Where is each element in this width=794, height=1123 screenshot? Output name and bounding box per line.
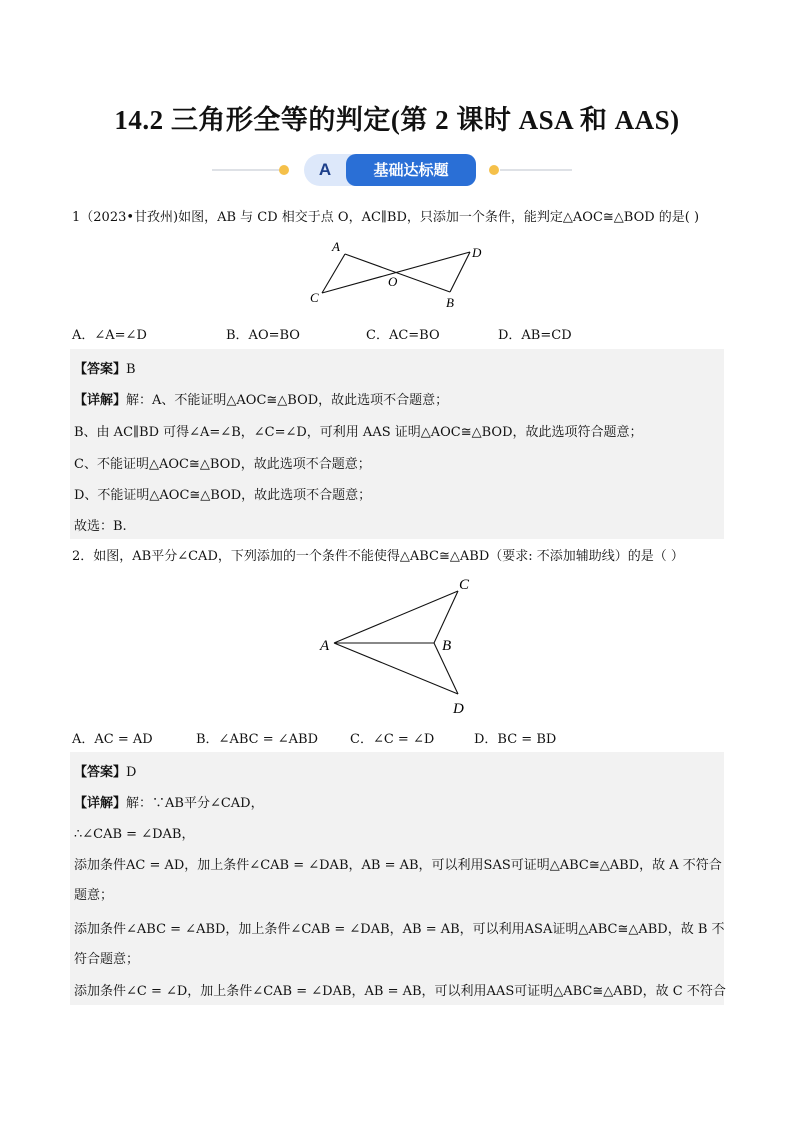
q2-answer-value: D bbox=[126, 765, 137, 780]
label-b: B bbox=[442, 638, 452, 654]
q1-option-a[interactable]: A．∠A=∠D bbox=[72, 328, 147, 343]
segment-bd bbox=[450, 252, 470, 292]
q2-answer-label: 【答案】 bbox=[74, 765, 127, 780]
q2-detail-row-2: ∴∠CAB = ∠DAB， bbox=[74, 827, 195, 842]
question-2-answer-box bbox=[70, 752, 724, 1005]
q1-detail-row-4: D、不能证明△AOC≅△BOD，故此选项不合题意； bbox=[74, 488, 372, 503]
q1-option-b[interactable]: B．AO=BO bbox=[226, 328, 300, 343]
label-o: O bbox=[388, 274, 398, 289]
q1-detail-row-1 bbox=[74, 389, 448, 408]
q1-option-c[interactable]: C．AC=BO bbox=[366, 328, 440, 343]
q2-detail-label: 【详解】 bbox=[74, 796, 127, 811]
q2-detail-text-1: 解：∵AB平分∠CAD， bbox=[126, 796, 264, 811]
label-c: C bbox=[459, 577, 470, 593]
q2-detail-row-6: 符合题意； bbox=[74, 952, 140, 967]
label-a: A bbox=[332, 239, 340, 254]
q1-answer-value: B bbox=[126, 362, 136, 377]
q2-option-a[interactable]: A．AC = AD bbox=[72, 732, 153, 747]
q1-detail-label: 【详解】 bbox=[74, 393, 127, 408]
question-1-figure bbox=[300, 236, 500, 312]
q2-detail-row-4: 题意； bbox=[74, 888, 114, 903]
q1-answer-label: 【答案】 bbox=[74, 362, 127, 377]
label-c: C bbox=[310, 290, 319, 305]
question-1-options bbox=[72, 324, 724, 344]
q2-option-b[interactable]: B．∠ABC = ∠ABD bbox=[196, 732, 318, 747]
q1-detail-row-3: C、不能证明△AOC≅△BOD，故此选项不合题意； bbox=[74, 457, 371, 472]
section-banner bbox=[0, 150, 794, 190]
label-d: D bbox=[453, 701, 464, 717]
question-1-answer-box bbox=[70, 349, 724, 539]
q2-detail-row-3: 添加条件AC = AD，加上条件∠CAB = ∠DAB，AB = AB，可以利用SAS可证明△ABC≅△ABD，故 A 不符合 bbox=[74, 858, 722, 873]
banner-dot-left bbox=[279, 165, 289, 175]
q1-detail-row-5: 故选：B. bbox=[74, 519, 127, 534]
q2-detail-row-7: 添加条件∠C = ∠D，加上条件∠CAB = ∠DAB，AB = AB，可以利用AAS可证明△ABC≅△ABD，故 C 不符合 bbox=[74, 984, 726, 999]
question-2-text: 2．如图，AB平分∠CAD，下列添加的一个条件不能使得△ABC≅△ABD（要求: 不添加辅助线）的是（ ） bbox=[72, 549, 684, 564]
question-1-text: 1（2023•甘孜州)如图，AB 与 CD 相交于点 O，AC∥BD，只添加一个条件，能判定△AOC≅△BOD 的是( ) bbox=[72, 210, 700, 225]
segment-ab bbox=[345, 254, 450, 292]
section-letter: A bbox=[318, 160, 332, 179]
q2-detail-row-1 bbox=[74, 792, 264, 811]
banner-dot-right bbox=[489, 165, 499, 175]
page-title: 14.2 三角形全等的判定(第 2 课时 ASA 和 AAS) bbox=[114, 105, 680, 135]
question-2-options bbox=[72, 728, 724, 748]
q1-answer-row bbox=[74, 358, 136, 377]
question-2-stem bbox=[72, 547, 724, 567]
label-d: D bbox=[472, 245, 482, 260]
q1-detail-text-1: 解：A、不能证明△AOC≅△BOD，故此选项不合题意； bbox=[126, 393, 449, 408]
segment-bc bbox=[434, 591, 458, 643]
q2-option-d[interactable]: D．BC = BD bbox=[474, 732, 557, 747]
q2-detail-row-5: 添加条件∠ABC = ∠ABD，加上条件∠CAB = ∠DAB，AB = AB，可以利用ASA证明△ABC≅△ABD，故 B 不 bbox=[74, 922, 725, 937]
section-label: 基础达标题 bbox=[373, 161, 449, 179]
question-2-figure bbox=[314, 572, 494, 720]
label-a: A bbox=[320, 638, 330, 654]
q1-detail-row-2: B、由 AC∥BD 可得∠A=∠B，∠C=∠D，可利用 AAS 证明△AOC≅△BOD，故此选项符合题意； bbox=[74, 425, 643, 440]
question-1-stem bbox=[72, 208, 724, 228]
q2-option-c[interactable]: C．∠C = ∠D bbox=[350, 732, 435, 747]
q1-option-d[interactable]: D．AB=CD bbox=[498, 328, 572, 343]
segment-ac bbox=[334, 591, 458, 643]
segment-ad bbox=[334, 643, 458, 694]
q2-answer-row bbox=[74, 761, 136, 780]
label-b: B bbox=[446, 295, 454, 310]
